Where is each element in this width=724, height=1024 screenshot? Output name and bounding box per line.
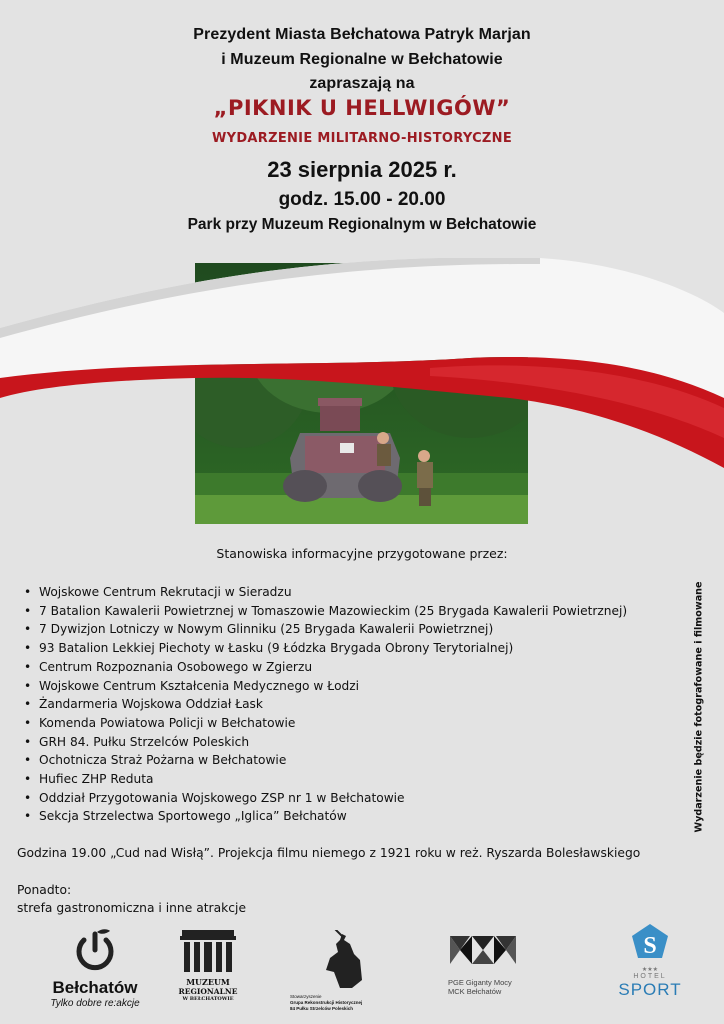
list-item: • 7 Batalion Kawalerii Powietrznej w Tomaszowie Mazowieckim (25 Brygada Kawalerii Powietrznej) bbox=[22, 602, 692, 621]
belchatow-name: Bełchatów bbox=[52, 978, 138, 997]
extra-label: Ponadto: bbox=[17, 883, 72, 897]
event-subtitle: WYDARZENIE MILITARNO-HISTORYCZNE bbox=[211, 131, 512, 146]
list-item: • Komenda Powiatowa Policji w Bełchatowie bbox=[22, 714, 692, 733]
list-item: • Hufiec ZHP Reduta bbox=[22, 770, 692, 789]
pge-line2: MCK Bełchatów bbox=[448, 987, 502, 996]
list-item: • GRH 84. Pułku Strzelców Poleskich bbox=[22, 733, 692, 752]
grh-line2: Grupa Rekonstrukcji Historycznej bbox=[290, 1000, 363, 1005]
film-screening: Godzina 19.00 „Cud nad Wisłą”. Projekcja filmu niemego z 1921 roku w reż. Ryszarda Bolesławskiego bbox=[17, 846, 641, 860]
soldier-silhouette-icon bbox=[290, 930, 390, 990]
s-shield-icon bbox=[614, 922, 686, 962]
stands-heading: Stanowiska informacyjne przygotowane przez: bbox=[216, 546, 508, 561]
hotel-line2: SPORT bbox=[618, 980, 682, 999]
grh-line3: 84 Pułku Strzelców Poleskich bbox=[290, 1006, 354, 1011]
event-time: godz. 15.00 - 20.00 bbox=[278, 189, 446, 210]
photo-notice-text: Wydarzenie będzie fotografowane i filmowane bbox=[693, 581, 705, 833]
logo-muzeum bbox=[176, 928, 240, 1018]
triangles-icon bbox=[448, 930, 518, 970]
museum-building-icon bbox=[176, 928, 240, 974]
logo-pge bbox=[448, 930, 538, 1000]
logo-belchatow bbox=[40, 928, 150, 1013]
organizer-line-2: i Muzeum Regionalne w Bełchatowie bbox=[221, 51, 503, 68]
grh-line1: Stowarzyszenie bbox=[290, 994, 322, 999]
logo-grh bbox=[290, 930, 390, 1018]
muzeum-line1: MUZEUM bbox=[186, 977, 230, 987]
event-date: 23 sierpnia 2025 r. bbox=[267, 157, 457, 182]
hotel-line1: HOTEL bbox=[633, 973, 667, 980]
hero-photo-with-flag bbox=[0, 258, 724, 530]
logo-hotel-sport bbox=[614, 922, 686, 1012]
event-title: „PIKNIK U HELLWIGÓW” bbox=[213, 96, 511, 120]
event-place: Park przy Muzeum Regionalnym w Bełchatowie bbox=[187, 216, 537, 233]
list-item: • Oddział Przygotowania Wojskowego ZSP nr 1 w Bełchatowie bbox=[22, 789, 692, 808]
list-item: • Żandarmeria Wojskowa Oddział Łask bbox=[22, 695, 692, 714]
hotel-stars: ★★★ bbox=[641, 967, 659, 973]
stands-list bbox=[22, 583, 692, 826]
extra-text: strefa gastronomiczna i inne atrakcje bbox=[17, 901, 247, 915]
invite-line: zapraszają na bbox=[309, 75, 415, 92]
list-item: • 7 Dywizjon Lotniczy w Nowym Glinniku (25 Brygada Kawalerii Powietrznej) bbox=[22, 620, 692, 639]
muzeum-line2: REGIONALNE bbox=[178, 987, 238, 996]
list-item: • 93 Batalion Lekkiej Piechoty w Łasku (9 Łódzka Brygada Obrony Terytorialnej) bbox=[22, 639, 692, 658]
list-item: • Wojskowe Centrum Kształcenia Medycznego w Łodzi bbox=[22, 677, 692, 696]
svg-text:S: S bbox=[643, 933, 657, 959]
list-item: • Ochotnicza Straż Pożarna w Bełchatowie bbox=[22, 751, 692, 770]
muzeum-line3: W BEŁCHATOWIE bbox=[182, 996, 234, 1002]
power-apple-icon bbox=[40, 928, 150, 972]
list-item: • Wojskowe Centrum Rekrutacji w Sieradzu bbox=[22, 583, 692, 602]
organizer-line-1: Prezydent Miasta Bełchatowa Patryk Marjan bbox=[193, 26, 531, 43]
pge-line1: PGE Giganty Mocy bbox=[448, 978, 512, 987]
list-item: • Sekcja Strzelectwa Sportowego „Iglica” Bełchatów bbox=[22, 807, 692, 826]
belchatow-tagline: Tylko dobre re:akcje bbox=[50, 998, 140, 1009]
list-item: • Centrum Rozpoznania Osobowego w Zgierzu bbox=[22, 658, 692, 677]
